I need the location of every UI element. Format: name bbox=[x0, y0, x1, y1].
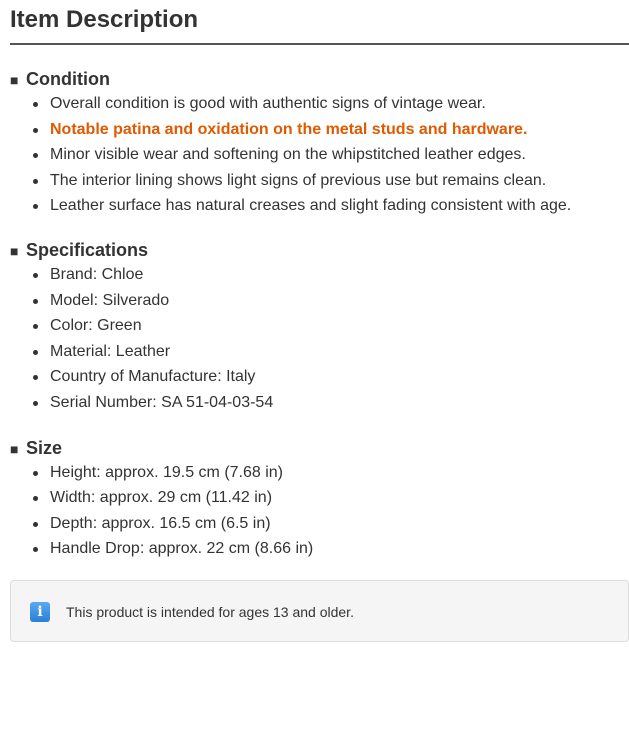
spec-material: Material: Leather bbox=[10, 339, 629, 365]
info-icon: i bbox=[30, 602, 50, 622]
section-marker-icon: ■ bbox=[10, 440, 19, 457]
spec-serial-number: Serial Number: SA 51-04-03-54 bbox=[10, 390, 629, 416]
condition-item-highlight: Notable patina and oxidation on the metal studs and hardware. bbox=[10, 117, 629, 143]
spec-country: Country of Manufacture: Italy bbox=[10, 364, 629, 390]
specifications-heading-label: Specifications bbox=[26, 239, 149, 260]
size-height: Height: approx. 19.5 cm (7.68 in) bbox=[10, 460, 629, 486]
size-heading-label: Size bbox=[26, 437, 63, 458]
condition-heading bbox=[10, 68, 629, 91]
size-width: Width: approx. 29 cm (11.42 in) bbox=[10, 485, 629, 511]
condition-item: Minor visible wear and softening on the whipstitched leather edges. bbox=[10, 142, 629, 168]
spec-brand: Brand: Chloe bbox=[10, 262, 629, 288]
age-notice bbox=[10, 580, 629, 642]
spec-model: Model: Silverado bbox=[10, 288, 629, 314]
size-list bbox=[10, 460, 629, 562]
section-marker-icon: ■ bbox=[10, 72, 19, 88]
size-heading bbox=[10, 437, 629, 460]
section-marker-icon: ■ bbox=[10, 242, 19, 259]
size-handle-drop: Handle Drop: approx. 22 cm (8.66 in) bbox=[10, 536, 629, 562]
specifications-list bbox=[10, 262, 629, 416]
condition-heading-label: Condition bbox=[26, 69, 110, 89]
page-title: Item Description bbox=[10, 0, 629, 45]
age-notice-text: This product is intended for ages 13 and older. bbox=[66, 603, 354, 620]
specifications-heading bbox=[10, 239, 629, 262]
item-description-panel bbox=[10, 0, 629, 642]
condition-item: The interior lining shows light signs of previous use but remains clean. bbox=[10, 168, 629, 194]
condition-list bbox=[10, 91, 629, 219]
condition-item: Overall condition is good with authentic signs of vintage wear. bbox=[10, 91, 629, 117]
size-depth: Depth: approx. 16.5 cm (6.5 in) bbox=[10, 511, 629, 537]
spec-color: Color: Green bbox=[10, 313, 629, 339]
condition-item: Leather surface has natural creases and slight fading consistent with age. bbox=[10, 193, 629, 219]
